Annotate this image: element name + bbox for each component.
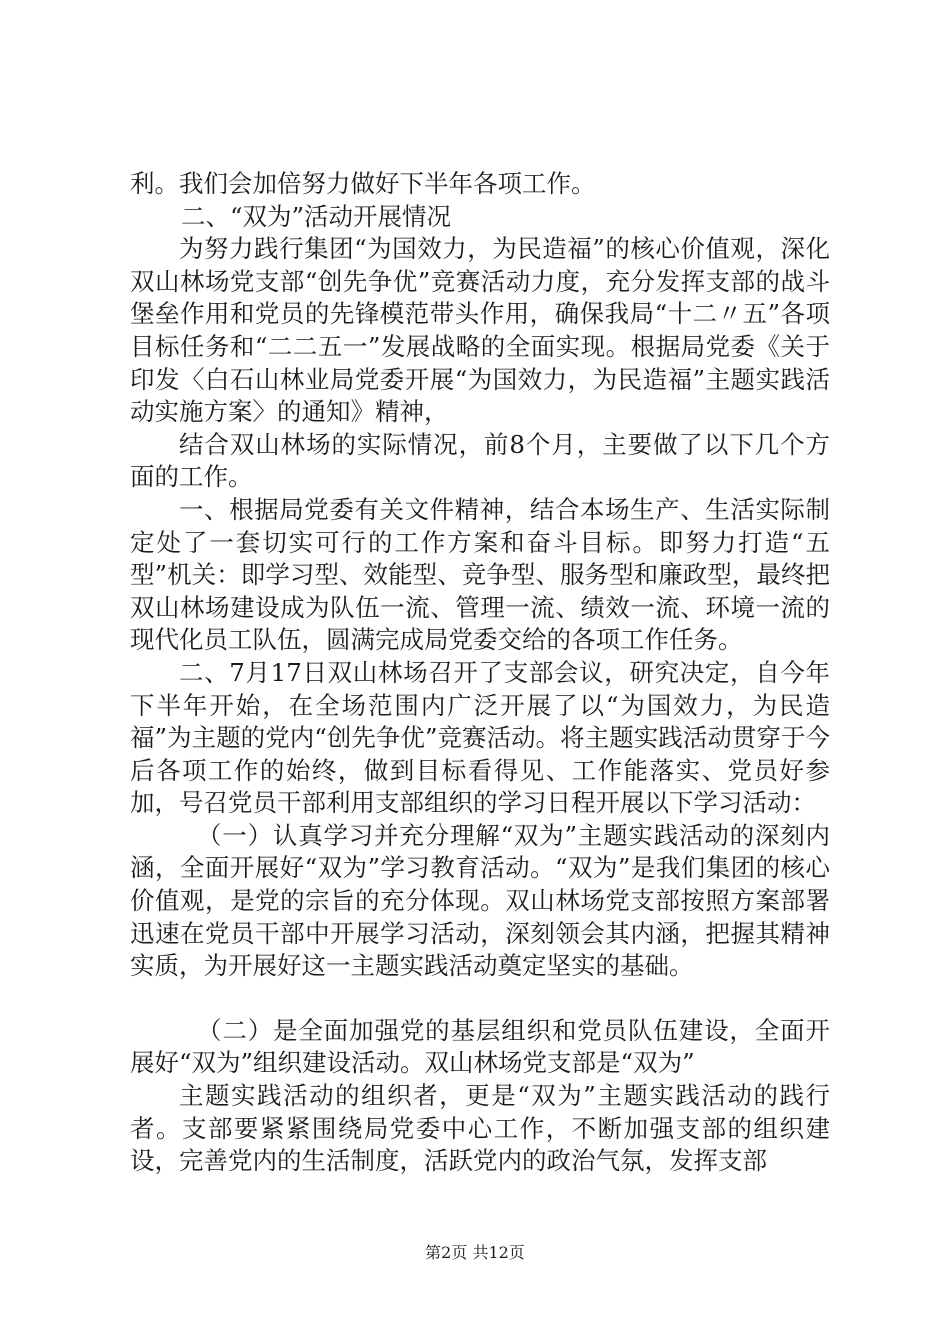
section-heading: 二、“双为”活动开展情况 <box>181 201 452 231</box>
paragraph-gap <box>130 983 830 1015</box>
paragraph-continuation: 利。我们会加倍努力做好下半年各项工作。 <box>130 169 596 198</box>
paragraph-intro: 为努力践行集团“为国效力，为民造福”的核心价值观，深化双山林场党支部“创先争优”竞赛活动力度，充分发挥支部的战斗堡垒作用和党员的先锋模范带头作用，确保我局“十二〃五”各项目标任务和“二二五一”发展战略的全面实现。根据局党委《关于印发〈白石山林业局党委开展“为国效力，为民造福”主题实践活动实施方案〉的通知》精神， <box>130 234 830 427</box>
paragraph-subitem-one: （一）认真学习并充分理解“双为”主题实践活动的深刻内涵，全面开展好“双为”学习教育活动。“双为”是我们集团的核心价值观，是党的宗旨的充分体现。双山林场党支部按照方案部署迅速在党员干部中开展学习活动，深刻领会其内涵，把握其精神实质，为开展好这一主题实践活动奠定坚实的基础。 <box>130 820 830 981</box>
paragraph-item-two: 二、7月17日双山林场召开了支部会议，研究决定，自今年下半年开始，在全场范围内广泛开展了以“为国效力，为民造福”为主题的党内“创先争优”竞赛活动。将主题实践活动贯穿于今后各项工作的始终，做到目标看得见、工作能落实、党员好参加，号召党员干部利用支部组织的学习日程开展以下学习活动： <box>130 657 830 818</box>
paragraph-subitem-two: （二）是全面加强党的基层组织和党员队伍建设，全面开展好“双为”组织建设活动。双山林场党支部是“双为” <box>130 1015 830 1078</box>
paragraph-context: 结合双山林场的实际情况，前8个月，主要做了以下几个方面的工作。 <box>130 429 830 492</box>
paragraph-subitem-two-cont: 主题实践活动的组织者，更是“双为”主题实践活动的践行者。支部要紧紧围绕局党委中心工作，不断加强支部的组织建设，完善党内的生活制度，活跃党内的政治气氛，发挥支部 <box>130 1081 830 1176</box>
page-number-footer: 第2页 共12页 <box>425 1243 525 1262</box>
paragraph-item-one: 一、根据局党委有关文件精神，结合本场生产、生活实际制定处了一套切实可行的工作方案和奋斗目标。即努力打造“五型”机关：即学习型、效能型、竞争型、服务型和廉政型，最终把双山林场建设成为队伍一流、管理一流、绩效一流、环境一流的现代化员工队伍，圆满完成局党委交给的各项工作任务。 <box>130 494 830 655</box>
document-body <box>130 168 830 1178</box>
